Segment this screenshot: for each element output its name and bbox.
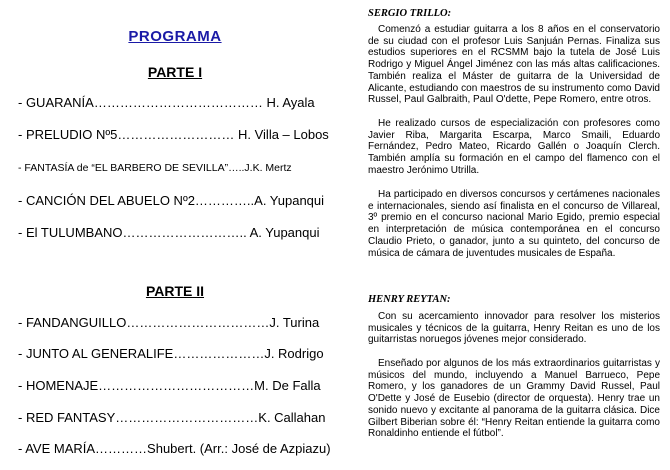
program-item: - HOMENAJE………………………………M. De Falla <box>18 378 321 393</box>
program-item: - CANCIÓN DEL ABUELO Nº2…………..A. Yupanqui <box>18 193 325 208</box>
part-2-heading: PARTE II <box>145 283 205 299</box>
program-title: PROGRAMA <box>128 28 222 45</box>
program-item: - FANDANGUILLO……………………………J. Turina <box>18 315 320 330</box>
bios-column <box>368 0 666 470</box>
bio-heading-sergio: SERGIO TRILLO: <box>368 8 452 19</box>
bio-paragraph: He realizado cursos de especialización con profesores como Javier Riba, Margarita Escarpa, Marco Smaili, Eduardo Fernández, Pedro Mateo, Ricardo Gallén o Joaquín Clerch. También amplía su formación en el campo del flamenco con el maestro Jerónimo Utrilla. <box>368 118 660 176</box>
program-item: - GUARANÍA………………………………… H. Ayala <box>18 95 315 110</box>
program-item: - RED FANTASY……………………………K. Callahan <box>18 410 326 425</box>
program-item: - El TULUMBANO……………………….. A. Yupanqui <box>18 225 320 240</box>
bio-heading-henry: HENRY REYTAN: <box>368 294 451 305</box>
program-item: - JUNTO AL GENERALIFE…………………J. Rodrigo <box>18 346 324 361</box>
program-item: - FANTASÍA de “EL BARBERO DE SEVILLA”…..J.K. Mertz <box>18 162 292 174</box>
program-item: - PRELUDIO Nº5……………………… H. Villa – Lobos <box>18 127 329 142</box>
bio-paragraph: Enseñado por algunos de los más extraordinarios guitarristas y músicos del mundo, incluyendo a Manuel Barrueco, Pepe Romero, y los ganadores de un Grammy David Russel, Paul O'Dette y José de Eusebio (director de orquesta). Henry trae un sonido nuevo y excitante al panorama de la guitarra clásica. Dice Gilbert Biberian sobre él: “Henry Reitan entiende la guitarra como Ronaldinho entiende el fútbol”. <box>368 358 660 440</box>
program-item: - AVE MARÍA…………Shubert. (Arr.: José de Azpiazu) <box>18 441 331 456</box>
part-1-heading: PARTE I <box>147 64 203 80</box>
bio-paragraph: Con su acercamiento innovador para resolver los misterios musicales y técnicos de la guitarra, Henry Reitan es uno de los guitarristas noruegos jóvenes mejor considerado. <box>368 311 660 346</box>
bio-paragraph: Comenzó a estudiar guitarra a los 8 años en el conservatorio de su ciudad con el profesor Luis Sanjuán Pernas. Finaliza sus estudios superiores en el RCSMM bajo la tutela de José Luis Rodrigo y Miguel Ángel Jiménez con las más altas calificaciones. También realiza el Máster de guitarra de la Universidad de Alicante, estudiando con maestros de su instrumento como David Russel, Paul Galbraith, Paul O'dette, Pepe Romero, entre otros. <box>368 24 660 106</box>
bio-paragraph: Ha participado en diversos concursos y certámenes nacionales e internacionales, siendo así finalista en el concurso de Villareal, 3º premio en el concurso nacional Mario Egido, premio especial en interpretación de música contemporánea en el concurso Claudio Prieto, o ganador, junto a su quinteto, del concurso de música de cámara de juventudes musicales de España. <box>368 189 660 259</box>
